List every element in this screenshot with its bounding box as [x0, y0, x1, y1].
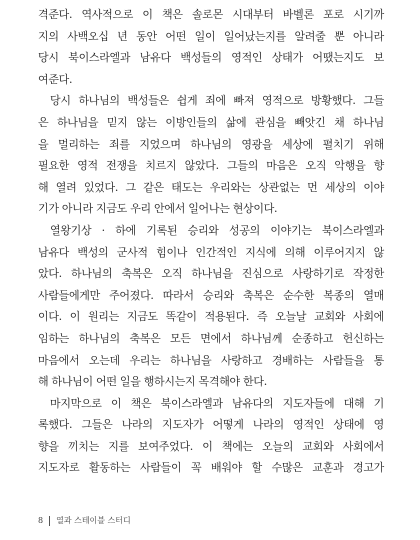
- text-line: 지도자로 활동하는 사람들이 꼭 배워야 할 수많은 교훈과 경고가: [38, 461, 384, 475]
- footer-divider: [49, 516, 50, 526]
- paragraph-2: [38, 90, 384, 220]
- text-line: 임하는 하나님의 축복은 모든 면에서 하나님께 순종하고 헌신하는: [38, 331, 384, 345]
- text-line: 기가 아니라 지금도 우리 안에서 일어나는 현상이다.: [38, 202, 278, 216]
- page-footer: [38, 515, 131, 526]
- text-line: 이다. 이 원리는 지금도 똑같이 적용된다. 즉 오늘날 교회와 사회에: [38, 310, 384, 324]
- text-line: 격준다. 역사적으로 이 책은 솔로몬 시대부터 바벨론 포로 시기까: [38, 8, 384, 21]
- text-line: 해 열려 있었다. 그 같은 태도는 우리와는 상관없는 먼 세상의 이야: [38, 180, 384, 194]
- book-title: 열과 스테이블 스터디: [56, 516, 131, 525]
- paragraph-1: [38, 4, 384, 90]
- text-line: 마지막으로 이 책은 북이스라엘과 남유다의 지도자들에 대해 기: [50, 396, 384, 410]
- text-line: 필요한 영적 전쟁을 치르지 않았다. 그들의 마음은 오직 악행을 향: [38, 159, 384, 173]
- text-line: 지의 사백오십 년 동안 어떤 일이 일어났는지를 알려줄 뿐 아니라: [38, 29, 384, 43]
- text-line: 마음에서 오는데 우리는 하나님을 사랑하고 경배하는 사람들을 통: [38, 353, 384, 367]
- text-line: 사람들에게만 주어졌다. 따라서 승리와 축복은 순수한 복종의 열매: [38, 288, 384, 302]
- text-line: 았다. 하나님의 축복은 오직 하나님을 진심으로 사랑하기로 작정한: [38, 267, 384, 281]
- body-text: [38, 4, 384, 479]
- text-line: 열왕기상 · 하에 기록된 승리와 성공의 이야기는 북이스라엘과: [50, 223, 384, 237]
- text-line: 해 하나님이 어떤 일을 행하시는지 목격해야 한다.: [38, 375, 267, 389]
- text-line: 남유다 백성의 군사적 힘이나 인간적인 지식에 의해 이루어지지 않: [38, 245, 384, 259]
- text-line: 당시 하나님의 백성들은 쉽게 죄에 빠져 영적으로 방황했다. 그들: [50, 94, 384, 108]
- text-line: 당시 북이스라엘과 남유다 백성들의 영적인 상태가 어땠는지도 보: [38, 51, 384, 65]
- text-line: 록했다. 그들은 나라의 지도자가 어떻게 나라의 영적인 상태에 영: [38, 418, 384, 432]
- text-line: 을 멀리하는 죄를 지었으며 하나님의 영광을 세상에 펼치기 위해: [38, 137, 384, 151]
- text-line: 은 하나님을 믿지 않는 이방인들의 삶에 관심을 빼앗긴 채 하나님: [38, 115, 384, 129]
- paragraph-3: [38, 220, 384, 393]
- page-number: 8: [38, 516, 44, 525]
- text-line: 향을 끼치는 지를 보여주었다. 이 책에는 오늘의 교회와 사회에서: [38, 439, 384, 453]
- text-line: 여준다.: [38, 72, 73, 86]
- paragraph-4: [38, 393, 384, 479]
